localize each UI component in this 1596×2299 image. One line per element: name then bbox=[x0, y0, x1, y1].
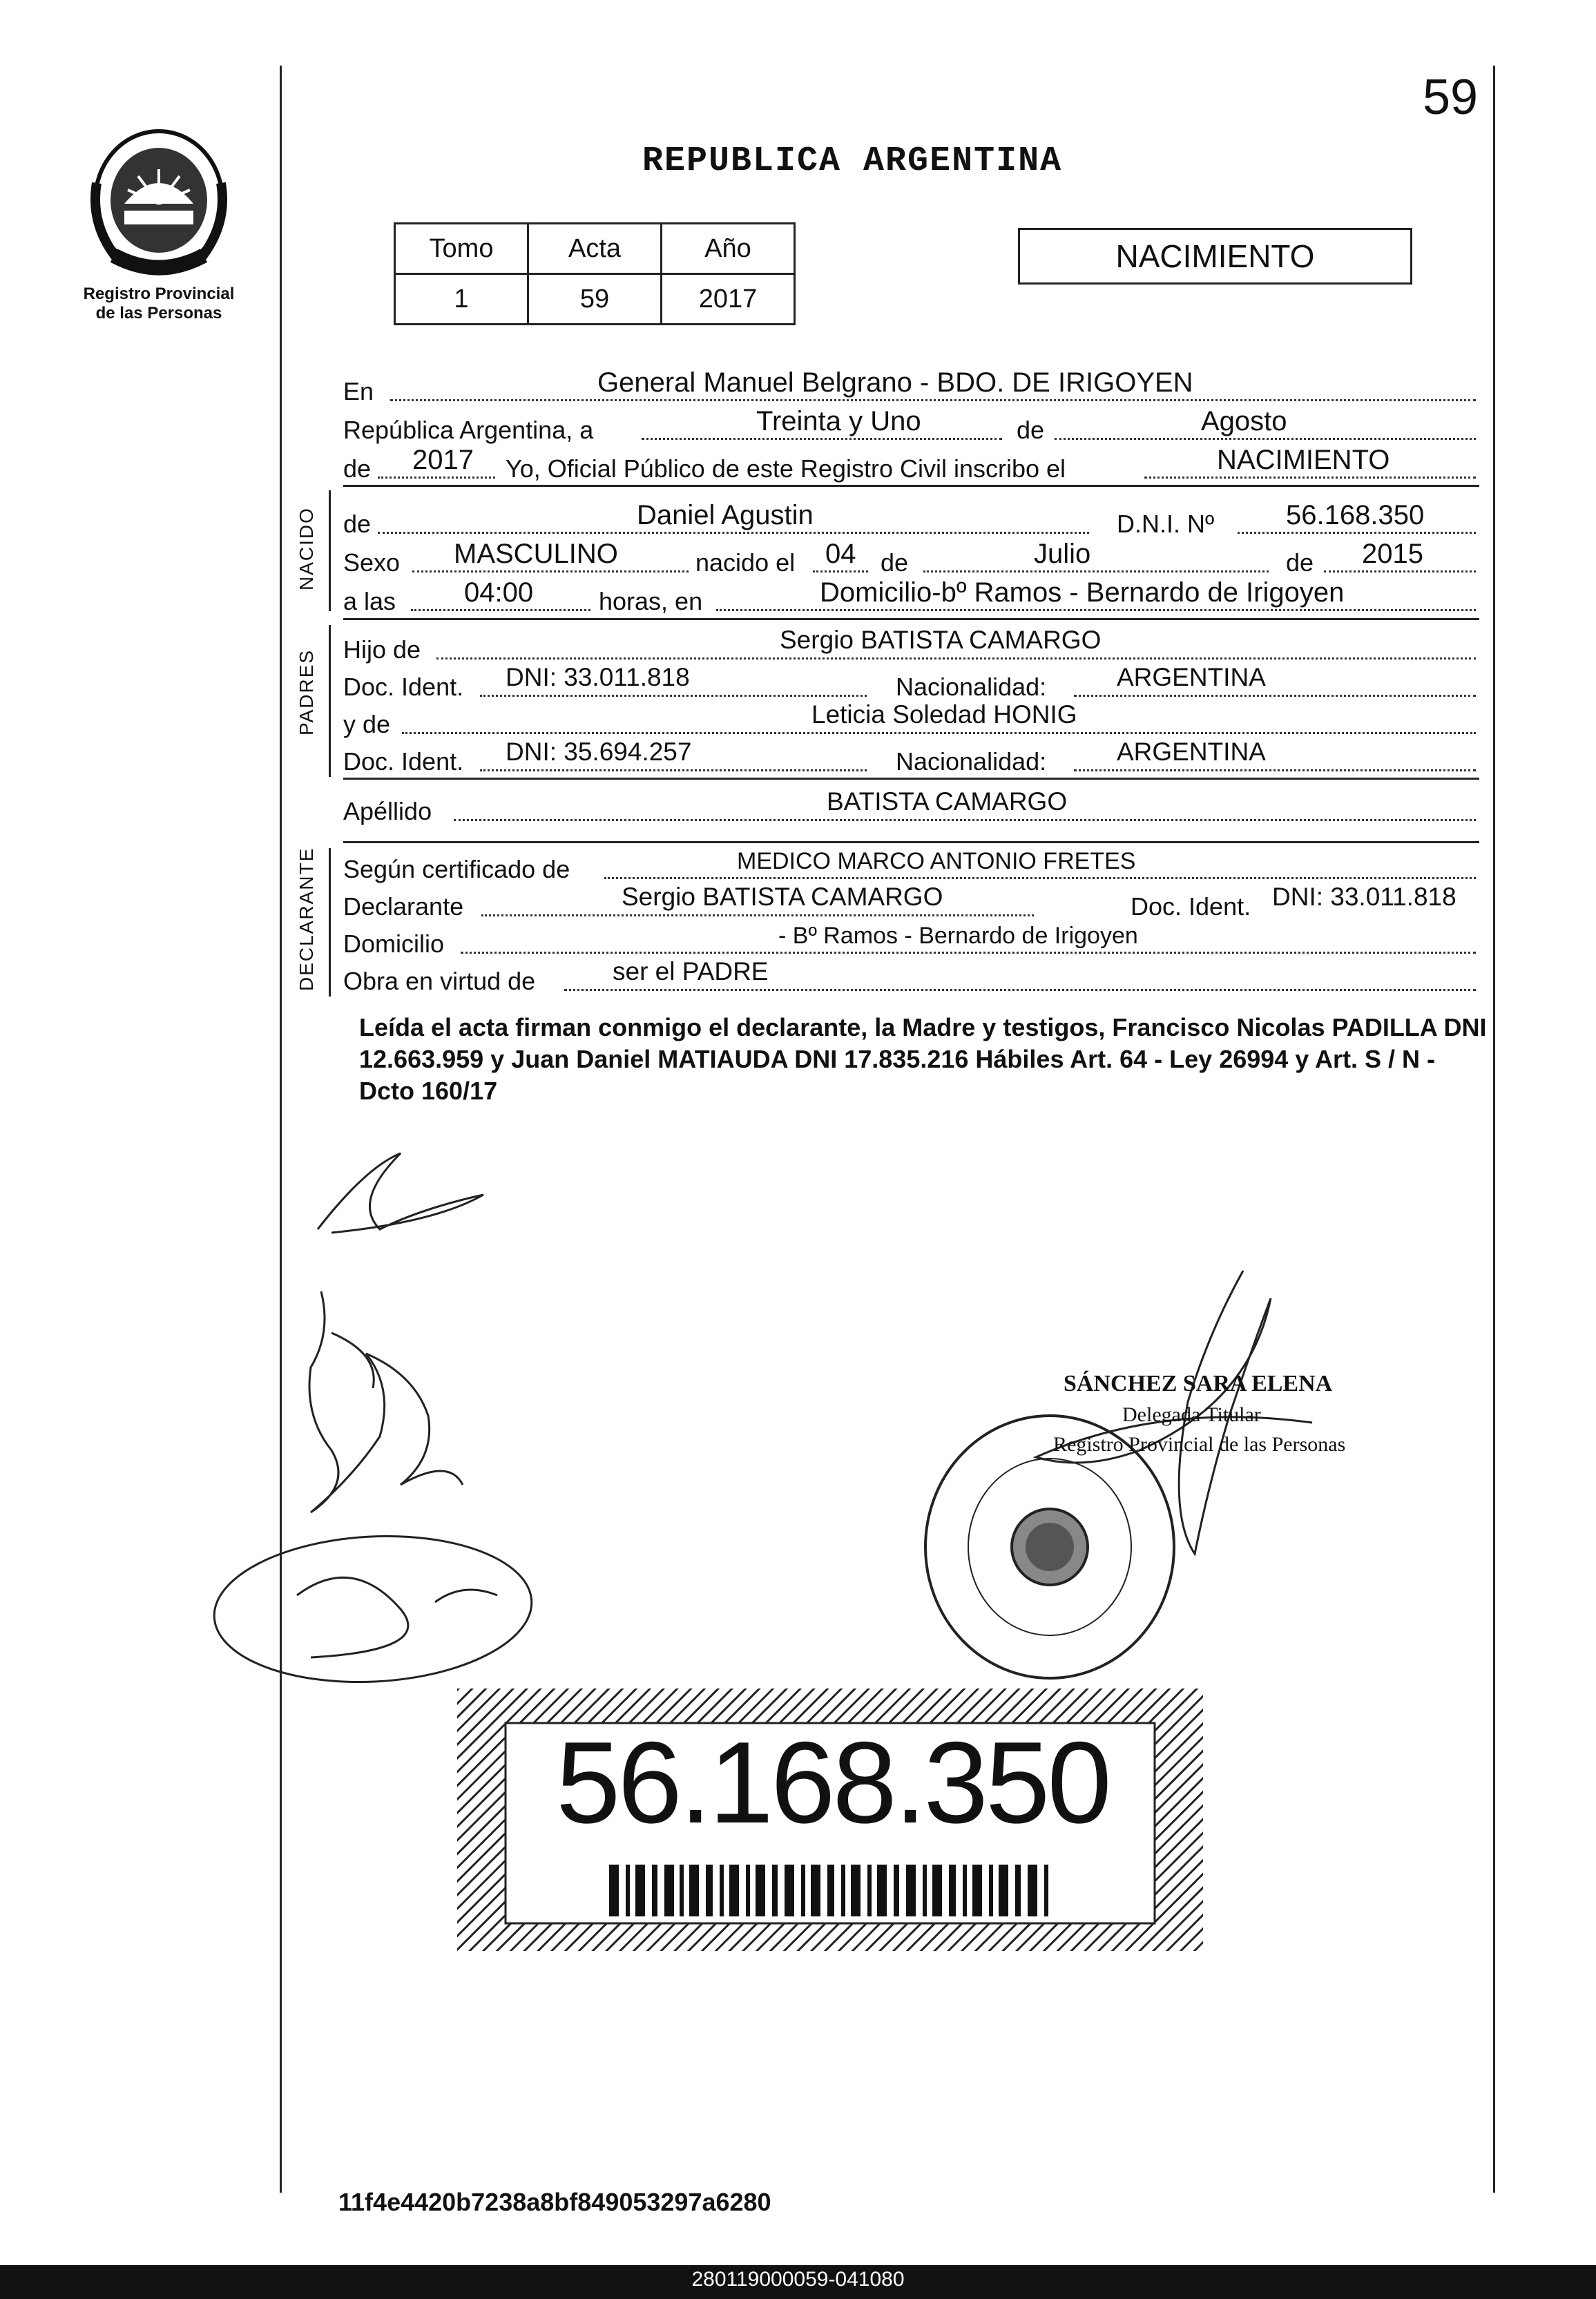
value-domicilio: - Bº Ramos - Bernardo de Irigoyen bbox=[778, 923, 1138, 949]
label-y-de: y de bbox=[343, 710, 391, 738]
value-nac-dia: 04 bbox=[825, 539, 856, 569]
label-hijo-de: Hijo de bbox=[343, 635, 421, 664]
table-header-acta: Acta bbox=[528, 224, 662, 274]
logo-caption bbox=[66, 285, 252, 323]
label-en: En bbox=[343, 377, 374, 405]
section-bracket-nacido bbox=[329, 490, 331, 611]
value-dia: Treinta y Uno bbox=[756, 406, 921, 436]
value-nac-anio: 2015 bbox=[1362, 539, 1423, 569]
value-madre: Leticia Soledad HONIG bbox=[811, 700, 1077, 729]
page-number: 59 bbox=[1423, 70, 1479, 125]
value-hora: 04:00 bbox=[464, 577, 534, 608]
row-en bbox=[343, 367, 1476, 405]
label-doc-ident3: Doc. Ident. bbox=[1131, 892, 1251, 921]
label-de-nombre: de bbox=[343, 510, 372, 538]
value-nac-mes: Julio bbox=[1034, 539, 1091, 569]
stamp-org: Registro Provincial de las Personas bbox=[1053, 1433, 1346, 1456]
row-declarante bbox=[343, 883, 1476, 921]
label-declarante: Declarante bbox=[343, 892, 464, 921]
barcode-number: 56.168.350 bbox=[556, 1718, 1109, 1847]
row-madre-doc bbox=[343, 738, 1476, 776]
value-lugar: General Manuel Belgrano - BDO. DE IRIGOYEN bbox=[597, 367, 1193, 398]
row-yo bbox=[343, 445, 1476, 483]
table-header-anio: Año bbox=[662, 224, 795, 274]
value-certificado: MEDICO MARCO ANTONIO FRETES bbox=[737, 848, 1136, 874]
label-de2: de bbox=[343, 454, 372, 483]
section-separator bbox=[343, 841, 1479, 843]
label-apellido: Apéllido bbox=[343, 797, 432, 825]
value-padre-nac: ARGENTINA bbox=[1117, 663, 1266, 691]
label-de-anio: de bbox=[1286, 548, 1314, 577]
value-obra: ser el PADRE bbox=[613, 957, 769, 985]
section-separator bbox=[343, 485, 1479, 487]
row-nombre bbox=[343, 500, 1476, 538]
row-obra bbox=[343, 957, 1476, 995]
row-apellido bbox=[343, 787, 1476, 825]
label-horas-en: horas, en bbox=[599, 587, 703, 615]
section-label-declarante: DECLARANTE bbox=[296, 847, 317, 991]
record-table bbox=[394, 222, 796, 325]
label-nacionalidad2: Nacionalidad: bbox=[896, 747, 1047, 776]
row-domicilio bbox=[343, 924, 1476, 957]
section-bracket-padres bbox=[329, 625, 331, 777]
row-madre bbox=[343, 700, 1476, 738]
value-madre-doc: DNI: 35.694.257 bbox=[506, 738, 692, 766]
label-de-mes: de bbox=[881, 548, 909, 577]
label-obra: Obra en virtud de bbox=[343, 967, 536, 995]
table-value-anio: 2017 bbox=[662, 274, 795, 325]
value-lugar-nac: Domicilio-bº Ramos - Bernardo de Irigoyen bbox=[820, 577, 1345, 608]
logo-caption-line2: de las Personas bbox=[95, 304, 222, 323]
label-nacionalidad: Nacionalidad: bbox=[896, 673, 1047, 701]
page-title: REPUBLICA ARGENTINA bbox=[642, 142, 1063, 181]
row-padre-doc bbox=[343, 663, 1476, 701]
row-certificado bbox=[343, 849, 1476, 883]
value-nombre: Daniel Agustin bbox=[637, 500, 814, 530]
label-doc-ident: Doc. Ident. bbox=[343, 673, 464, 701]
record-type-box: NACIMIENTO bbox=[1018, 228, 1412, 285]
section-label-nacido: NACIDO bbox=[296, 507, 317, 590]
stamp-role: Delegada Titular bbox=[1122, 1403, 1261, 1426]
value-madre-nac: ARGENTINA bbox=[1117, 738, 1266, 766]
value-declarante-doc: DNI: 33.011.818 bbox=[1272, 883, 1456, 911]
stamp-name: SÁNCHEZ SARA ELENA bbox=[1064, 1371, 1333, 1396]
table-header-tomo: Tomo bbox=[395, 224, 528, 274]
label-domicilio: Domicilio bbox=[343, 930, 445, 958]
label-republica: República Argentina, a bbox=[343, 416, 594, 444]
right-margin-line bbox=[1493, 66, 1495, 2193]
value-dni: 56.168.350 bbox=[1286, 500, 1425, 530]
section-label-padres: PADRES bbox=[296, 648, 317, 735]
table-value-acta: 59 bbox=[528, 274, 662, 325]
label-yo: Yo, Oficial Público de este Registro Civil inscribo el bbox=[506, 454, 1066, 483]
row-republica bbox=[343, 406, 1476, 444]
value-declarante: Sergio BATISTA CAMARGO bbox=[622, 883, 943, 911]
row-padre bbox=[343, 626, 1476, 664]
label-de: de bbox=[1017, 416, 1045, 444]
value-sexo: MASCULINO bbox=[454, 539, 618, 569]
section-bracket-declarante bbox=[329, 848, 331, 997]
label-nacido-el: nacido el bbox=[695, 548, 796, 577]
label-dni: D.N.I. Nº bbox=[1117, 510, 1215, 538]
footer-code: 280119000059-041080 bbox=[691, 2268, 905, 2291]
value-padre: Sergio BATISTA CAMARGO bbox=[780, 626, 1102, 654]
label-a-las: a las bbox=[343, 587, 396, 615]
value-padre-doc: DNI: 33.011.818 bbox=[506, 663, 690, 691]
table-value-tomo: 1 bbox=[395, 274, 528, 325]
label-doc-ident2: Doc. Ident. bbox=[343, 747, 464, 776]
value-tipo: NACIMIENTO bbox=[1217, 445, 1390, 475]
value-apellido: BATISTA CAMARGO bbox=[827, 787, 1068, 816]
section-separator bbox=[343, 778, 1479, 780]
section-separator bbox=[343, 618, 1479, 620]
label-sexo: Sexo bbox=[343, 548, 401, 577]
document-hash: 11f4e4420b7238a8bf849053297a6280 bbox=[338, 2188, 771, 2216]
closing-text: Leída el acta firman conmigo el declarante, la Madre y testigos, Francisco Nicolas PADILLA DNI 12.663.959 y Juan Daniel MATIAUDA DNI 17.835.216 Hábiles Art. 64 - Ley 26994 y Art. S / N - Dcto 160/17 bbox=[359, 1013, 1487, 1105]
value-anio: 2017 bbox=[412, 445, 474, 475]
logo-caption-line1: Registro Provincial bbox=[83, 285, 235, 303]
row-hora bbox=[343, 577, 1476, 615]
row-sexo bbox=[343, 539, 1476, 577]
label-segun: Según certificado de bbox=[343, 855, 570, 883]
value-mes: Agosto bbox=[1201, 406, 1287, 436]
